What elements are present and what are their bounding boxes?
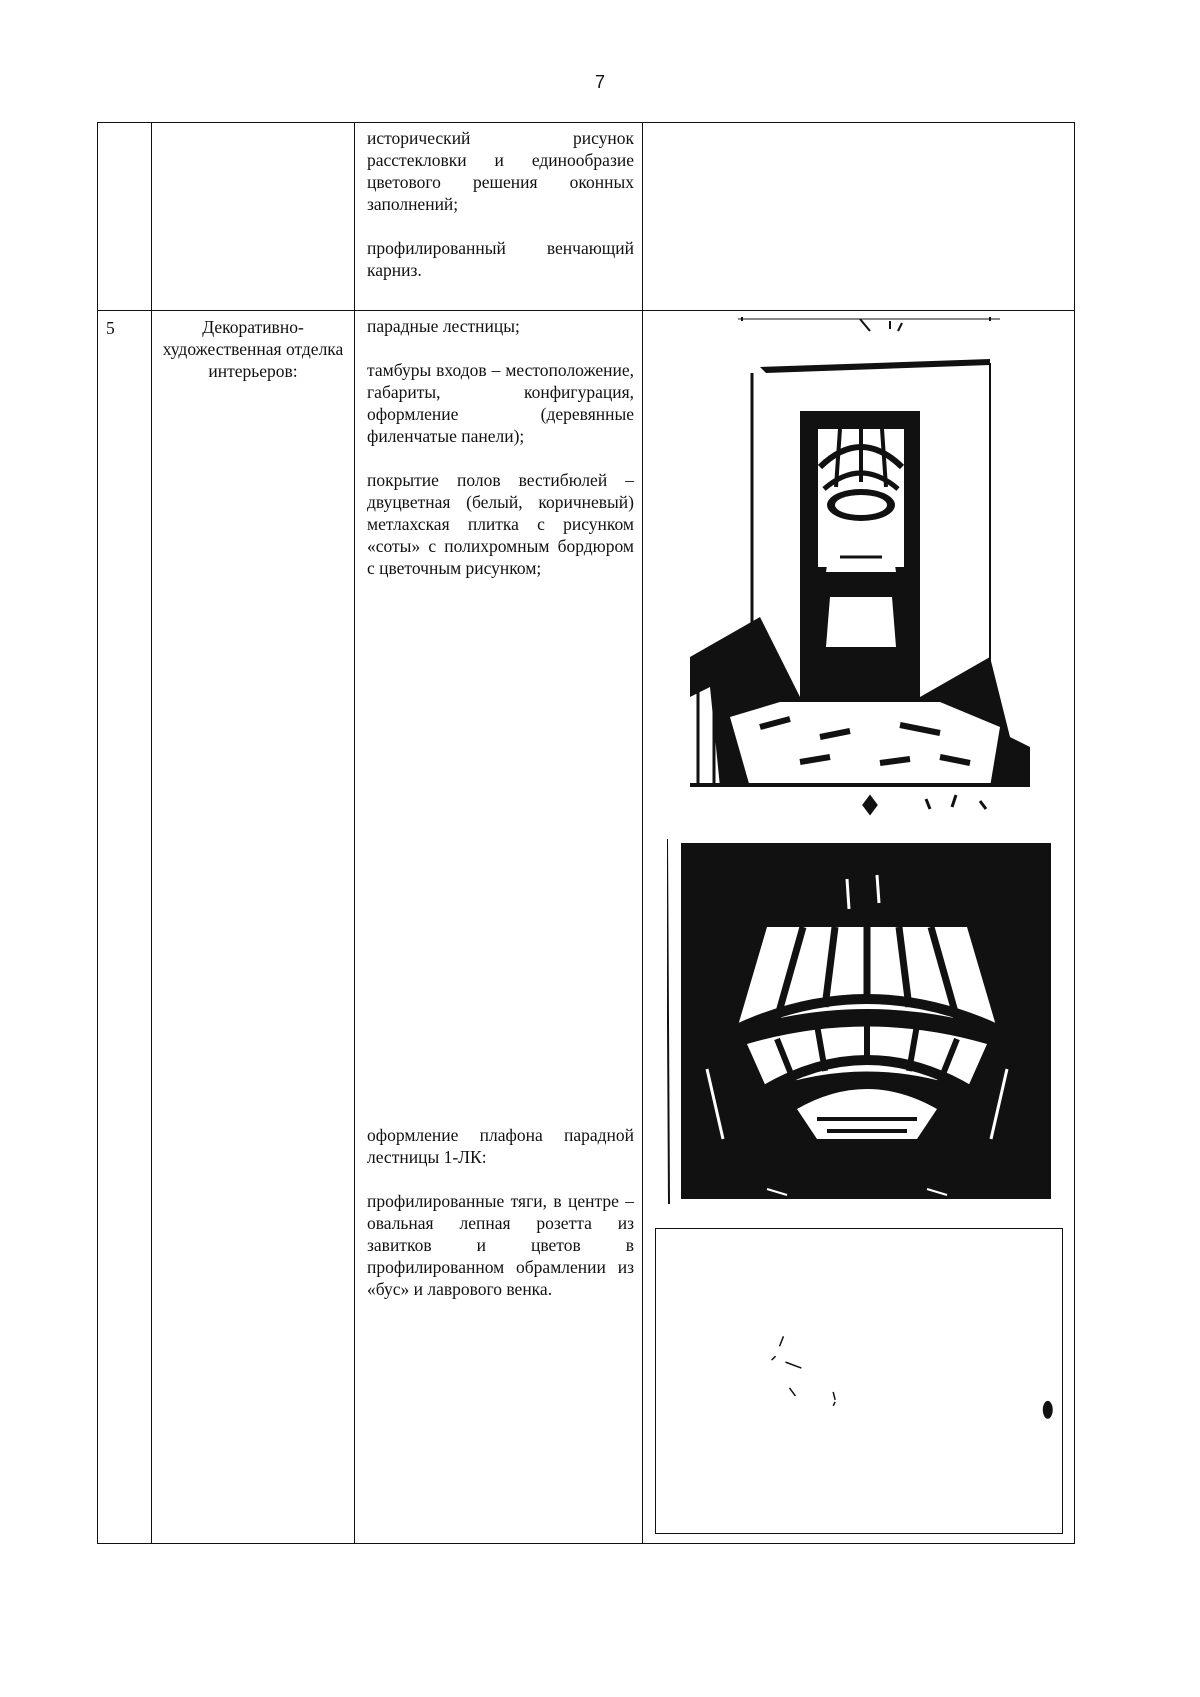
description-paragraph: профилированный венчающий карниз. — [367, 238, 634, 280]
row-name-cell — [152, 123, 355, 311]
page-number: 7 — [594, 72, 605, 92]
table-row — [98, 123, 1075, 311]
description-paragraph: парадные лестницы; — [367, 316, 520, 336]
description-paragraph: покрытие полов вестибюлей – двуцветная (белый, коричневый) метлахская плитка с рисунком «соты» с полихромным бордюром с цветочным рисунком; — [367, 470, 634, 578]
row-description-cell — [355, 311, 643, 1544]
description-paragraph: тамбуры входов – местоположение, габариты, конфигурация, оформление (деревянные филенчатые панели); — [367, 360, 634, 446]
row-number-cell: 5 — [98, 311, 152, 1544]
ceiling-plafond-photo — [655, 1228, 1063, 1534]
row-name-cell: Декоративно-художественная отделка интерьеров: — [152, 311, 355, 1544]
corridor-photo — [690, 317, 1030, 817]
row-number-cell — [98, 123, 152, 311]
document-table — [97, 122, 1075, 1544]
table-row — [98, 311, 1075, 1544]
row-description-cell — [355, 123, 643, 311]
skylight-photo — [667, 839, 1057, 1204]
description-paragraph: исторический рисунок расстекловки и единообразие цветового решения оконных заполнений; — [367, 128, 634, 214]
description-paragraph: профилированные тяги, в центре – овальная лепная розетта из завитков и цветов в профилированном обрамлении из «бус» и лаврового венка. — [367, 1191, 634, 1299]
description-paragraph: оформление плафона парадной лестницы 1-ЛК: — [367, 1125, 634, 1167]
row-image-cell — [643, 123, 1075, 311]
row-image-cell — [643, 311, 1075, 1544]
